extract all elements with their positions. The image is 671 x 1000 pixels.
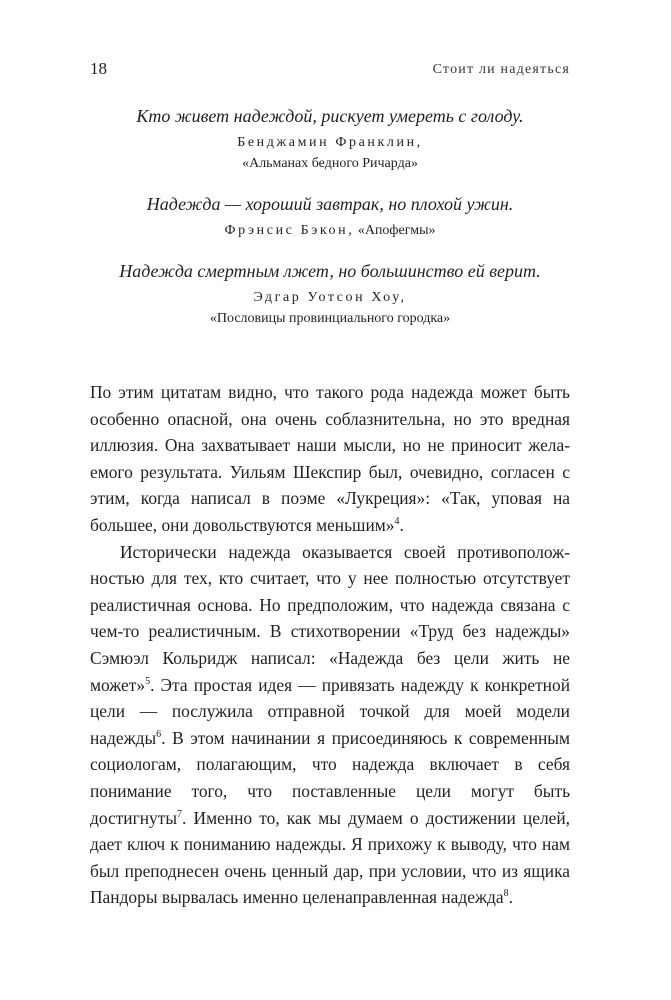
body-text (90, 379, 570, 911)
paragraph-text: . Именно то, как мы думаем о достижении целей, дает ключ к пониманию надежды. Я прихожу к выводу, что нам был преподнесен очень ценный дар, при условии, что из ящика Пандоры вырвалась именно целенаправленная надежда (90, 807, 570, 908)
paragraph-text: . В этом начинании я присоединяюсь к современным социологам, полагающим, что надежда включает в себя понимание того, что поставленные цели могут быть достигнуты (90, 727, 570, 828)
epigraph-source (90, 132, 570, 174)
running-header (90, 58, 570, 82)
epigraph-source (90, 220, 570, 241)
footnote-marker[interactable]: 7 (177, 808, 183, 820)
epigraph-howe (90, 259, 570, 329)
epigraph-bacon (90, 192, 570, 241)
epigraph-work: «Альманах бедного Ричарда» (242, 156, 418, 171)
paragraph (90, 539, 570, 911)
page-number: 18 (90, 59, 107, 78)
epigraph-author: Бенджамин Франклин, (237, 135, 423, 150)
footnote-marker[interactable]: 5 (145, 675, 151, 687)
paragraph (90, 379, 570, 539)
footnote-marker[interactable]: 8 (503, 888, 509, 900)
epigraph-source (90, 287, 570, 329)
epigraph-work: «Апофегмы» (357, 223, 436, 238)
epigraph-block (90, 104, 570, 347)
epigraph-quote: Кто живет надеждой, рискует умереть с голоду. (136, 106, 524, 126)
paragraph-text: . Эта простая идея — привязать надежду к конкретной цели — послужила отправной точкой для моей модели надежды (90, 674, 570, 748)
paragraph-tail: . (508, 887, 513, 908)
epigraph-author: Эдгар Уотсон Хоу, (253, 290, 407, 305)
paragraph-tail: . (399, 514, 404, 535)
epigraph-author: Фрэнсис Бэкон, (224, 223, 355, 238)
epigraph-franklin (90, 104, 570, 174)
footnote-marker[interactable]: 6 (156, 728, 162, 740)
footnote-marker[interactable]: 4 (394, 516, 400, 528)
paragraph-text: Исторически надежда оказывается своей противоположностью для тех, кто считает, что у нее полностью отсутствует реалистичная основа. Но предположим, что надежда связана с чем-то реалистичным. В стихотворении «Труд без надежды» Сэмюэл Кольридж написал: «Надежда без цели жить не может» (90, 541, 570, 695)
epigraph-work: «Пословицы провинциального городка» (209, 311, 451, 326)
epigraph-quote: Надежда — хороший завтрак, но плохой ужин. (146, 194, 514, 214)
section-title: Стоит ли надеяться (432, 62, 570, 77)
epigraph-quote: Надежда смертным лжет, но большинство ей верит. (119, 261, 541, 281)
paragraph-text: По этим цитатам видно, что такого рода надежда может быть особенно опасной, она очень соблазнительна, но это вредная иллюзия. Она захватывает наши мысли, но не приносит желаемого результата. Уильям Шекспир был, очевидно, согласен с этим, когда написал в поэме «Лукреция»: «Так, уповая на большее, они довольствуются меньшим» (90, 382, 570, 535)
